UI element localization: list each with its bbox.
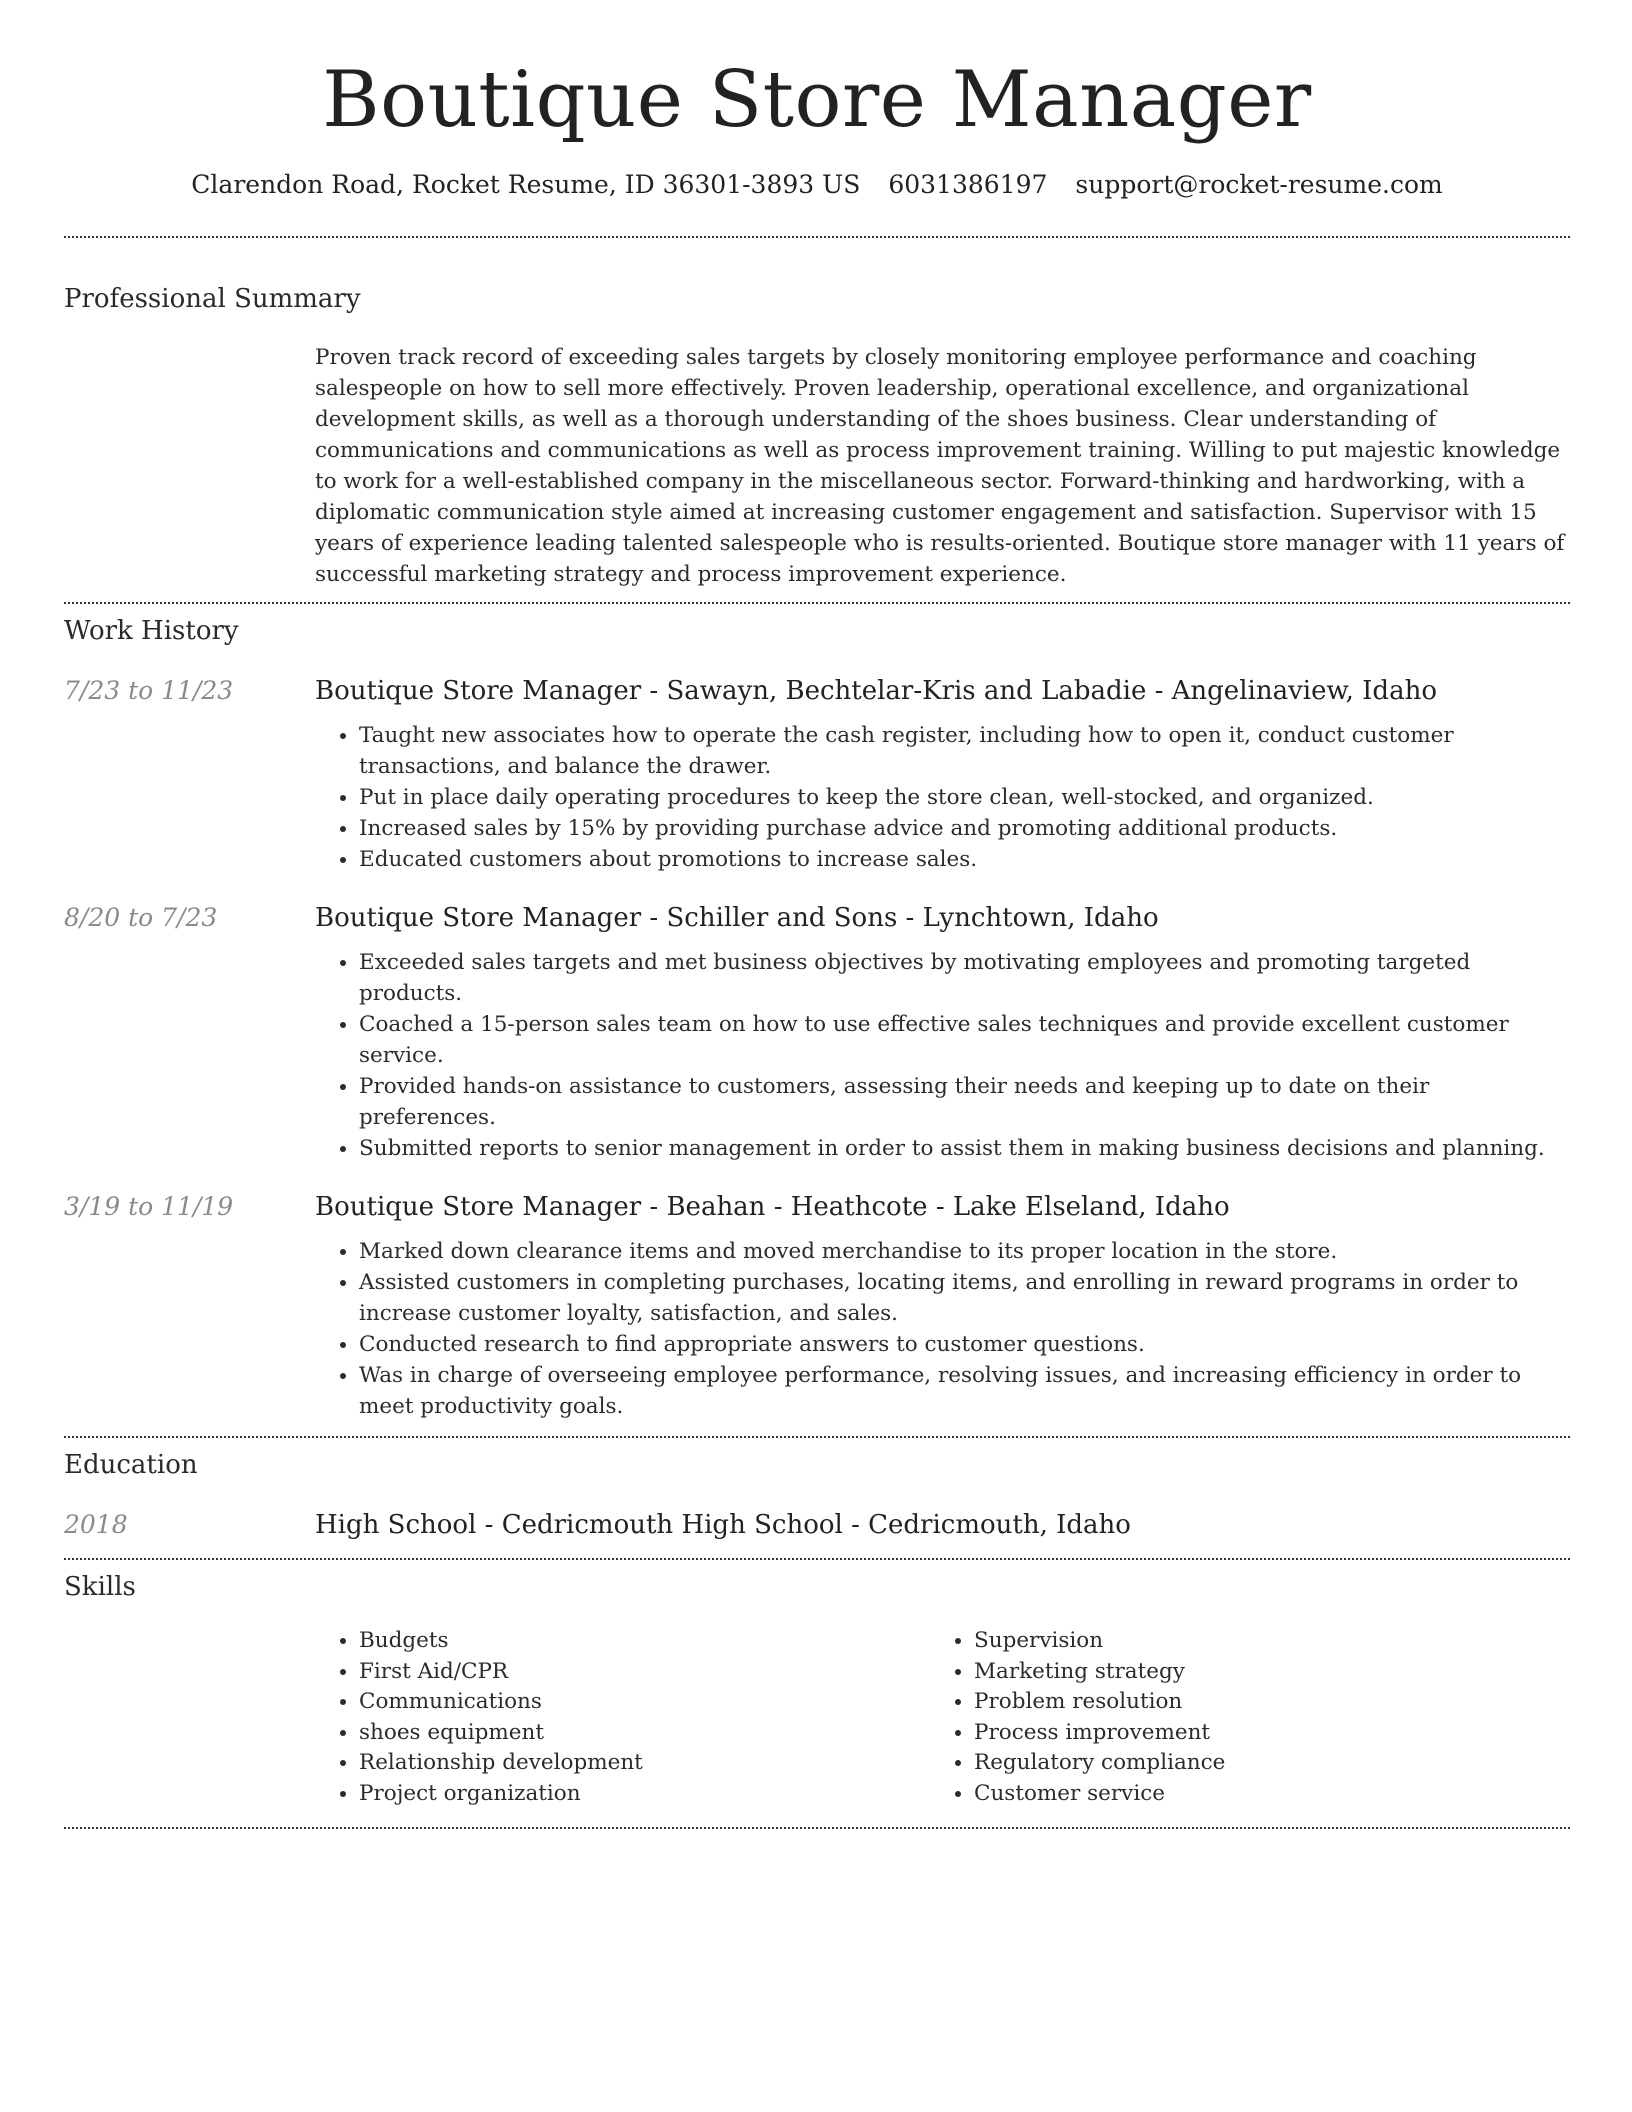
- job-bullet: • Exceeded sales targets and met business objectives by motivating employees and promoting targeted products.: [359, 947, 1570, 1009]
- job-bullet: • Provided hands-on assistance to customers, assessing their needs and keeping up to date on their preferences.: [359, 1071, 1570, 1133]
- resume-page: [64, 0, 1570, 1829]
- education-entry: [64, 1508, 1570, 1558]
- resume-name: Boutique Store Manager: [322, 55, 1312, 145]
- job-bullet: • Increased sales by 15% by providing purchase advice and promoting additional products.: [359, 813, 1570, 844]
- section-divider: [64, 1558, 1570, 1560]
- skill-item: • Communications: [359, 1687, 930, 1718]
- skill-item: • Problem resolution: [974, 1687, 1545, 1718]
- skills-section: [64, 1570, 1570, 1827]
- skill-item: • First Aid/CPR: [359, 1657, 930, 1688]
- section-divider: [64, 1436, 1570, 1438]
- job-bullets: [315, 1236, 1570, 1422]
- skills-list: [315, 1626, 930, 1809]
- job-bullet: • Assisted customers in completing purchases, locating items, and enrolling in reward programs in order to increase customer loyalty, satisfaction, and sales.: [359, 1267, 1570, 1329]
- job-body: [315, 1190, 1570, 1422]
- work-history-section: [64, 614, 1570, 1436]
- job-body: [315, 674, 1570, 875]
- education-section: [64, 1448, 1570, 1558]
- job-bullets: [315, 720, 1570, 875]
- job-entry: [64, 1190, 1570, 1422]
- education-year: 2018: [64, 1510, 128, 1539]
- education-heading: Education: [64, 1450, 198, 1480]
- job-body: [315, 901, 1570, 1164]
- job-heading: Boutique Store Manager - Beahan - Heathcote - Lake Elseland, Idaho: [315, 1192, 1230, 1222]
- skill-item: • shoes equipment: [359, 1718, 930, 1749]
- skill-item: • Customer service: [974, 1779, 1545, 1810]
- skills-column-right: [930, 1626, 1545, 1809]
- skills-list: [930, 1626, 1545, 1809]
- job-bullet: • Submitted reports to senior management in order to assist them in making business decisions and planning.: [359, 1133, 1570, 1164]
- section-divider: [64, 1827, 1570, 1829]
- job-dates: 8/20 to 7/23: [64, 903, 218, 932]
- job-bullet: • Taught new associates how to operate the cash register, including how to open it, conduct customer transactions, and balance the drawer.: [359, 720, 1570, 782]
- contact-email: support@rocket-resume.com: [1075, 170, 1443, 199]
- contact-line: [64, 168, 1570, 202]
- job-bullet: • Was in charge of overseeing employee performance, resolving issues, and increasing efficiency in order to meet productivity goals.: [359, 1360, 1570, 1422]
- job-bullet: • Marked down clearance items and moved merchandise to its proper location in the store.: [359, 1236, 1570, 1267]
- contact-phone: 6031386197: [888, 170, 1048, 199]
- job-bullet: • Put in place daily operating procedures to keep the store clean, well-stocked, and organized.: [359, 782, 1570, 813]
- contact-address: Clarendon Road, Rocket Resume, ID 36301-3893 US: [191, 170, 861, 199]
- work-history-heading: Work History: [64, 616, 239, 646]
- skill-item: • Marketing strategy: [974, 1657, 1545, 1688]
- education-body: [315, 1508, 1570, 1542]
- section-divider: [64, 236, 1570, 238]
- job-bullet: • Educated customers about promotions to increase sales.: [359, 844, 1570, 875]
- skill-item: • Relationship development: [359, 1748, 930, 1779]
- education-heading-line: High School - Cedricmouth High School - Cedricmouth, Idaho: [315, 1510, 1131, 1540]
- skills-heading: Skills: [64, 1572, 136, 1602]
- skill-item: • Process improvement: [974, 1718, 1545, 1749]
- job-entry: [64, 901, 1570, 1164]
- job-bullet: • Conducted research to find appropriate answers to customer questions.: [359, 1329, 1570, 1360]
- job-entry: [64, 674, 1570, 875]
- summary-text: Proven track record of exceeding sales targets by closely monitoring employee performance and coaching salespeople on how to sell more effectively. Proven leadership, operational excellence, and organizational development skills, as well as a thorough understanding of the shoes business. Clear understanding of communications and communications as well as process improvement training. Willing to put majestic knowledge to work for a well-established company in the miscellaneous sector. Forward-thinking and hardworking, with a diplomatic communication style aimed at increasing customer engagement and satisfaction. Supervisor with 15 years of experience leading talented salespeople who is results-oriented. Boutique store manager with 11 years of successful marketing strategy and process improvement experience.: [315, 345, 1565, 587]
- section-divider: [64, 602, 1570, 604]
- summary-heading: Professional Summary: [64, 284, 361, 314]
- summary-section: [64, 282, 1570, 602]
- job-bullet: • Coached a 15-person sales team on how to use effective sales techniques and provide excellent customer service.: [359, 1009, 1570, 1071]
- job-heading: Boutique Store Manager - Sawayn, Bechtelar-Kris and Labadie - Angelinaview, Idaho: [315, 676, 1437, 706]
- job-heading: Boutique Store Manager - Schiller and Sons - Lynchtown, Idaho: [315, 903, 1159, 933]
- skills-columns: [315, 1626, 1570, 1827]
- skill-item: • Supervision: [974, 1626, 1545, 1657]
- job-bullets: [315, 947, 1570, 1164]
- job-dates: 7/23 to 11/23: [64, 676, 234, 705]
- skill-item: • Project organization: [359, 1779, 930, 1810]
- skills-column-left: [315, 1626, 930, 1809]
- skill-item: • Budgets: [359, 1626, 930, 1657]
- skill-item: • Regulatory compliance: [974, 1748, 1545, 1779]
- job-dates: 3/19 to 11/19: [64, 1192, 234, 1221]
